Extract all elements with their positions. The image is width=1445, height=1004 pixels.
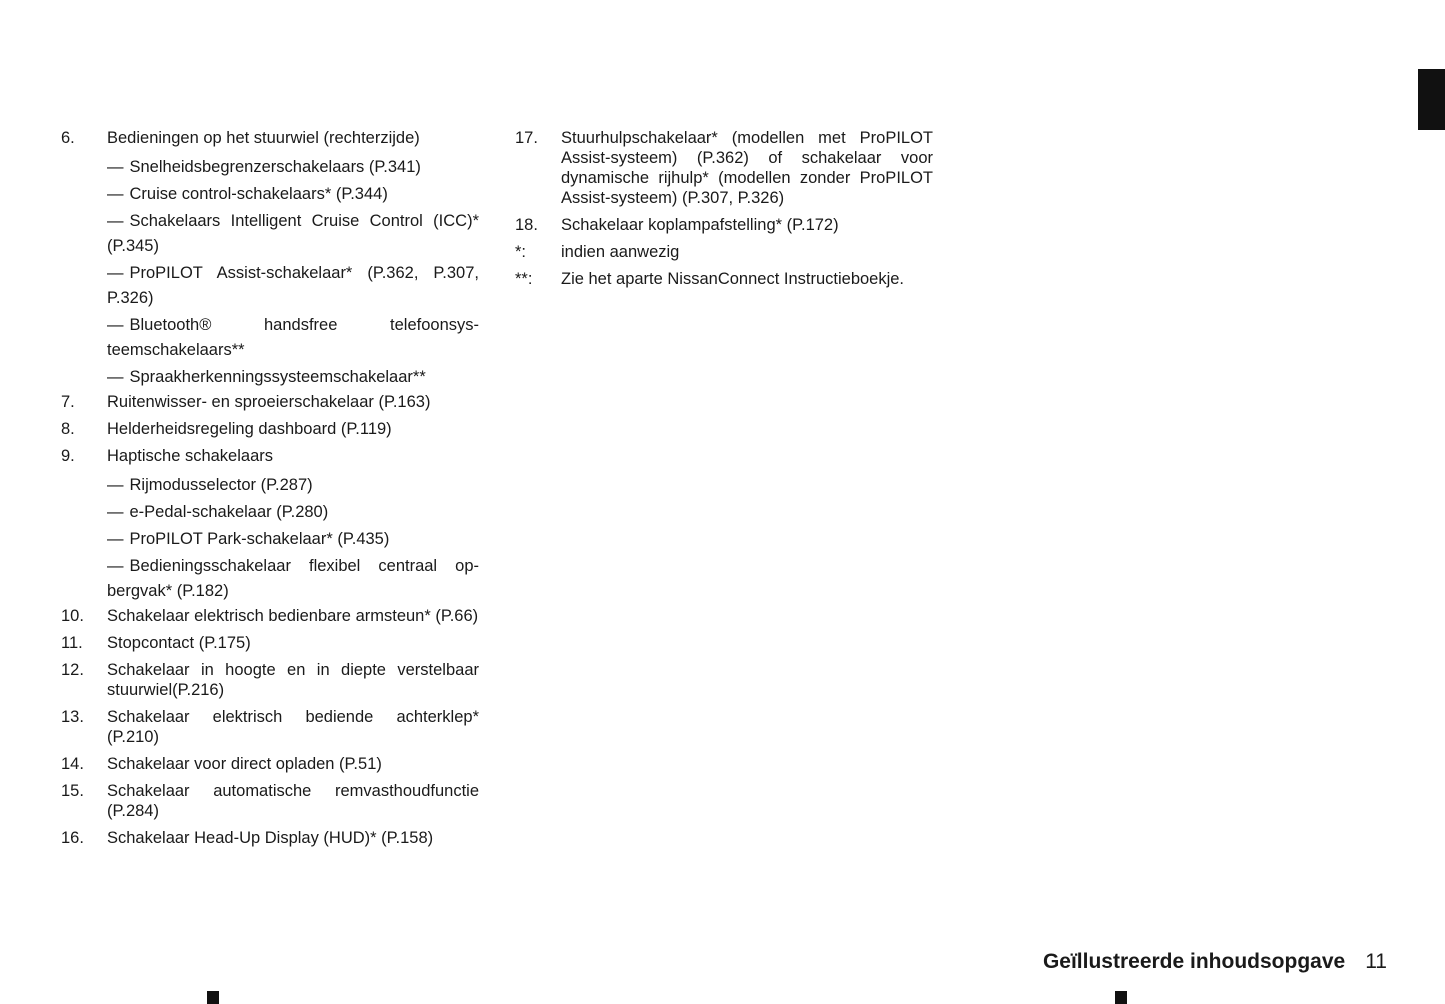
item-number: 9. [61, 447, 75, 465]
sub-item [107, 261, 479, 311]
list-item [61, 660, 479, 700]
list-item [515, 269, 933, 289]
footer-section-title: Geïllustreerde inhoudsopgave [1042, 950, 1346, 973]
list-item [61, 633, 479, 653]
sub-item [107, 365, 479, 390]
list-item [61, 781, 479, 821]
item-number: 10. [61, 607, 84, 625]
sub-item-text: Spraakherkenningssysteemschakelaar** [129, 368, 426, 386]
item-text: Schakelaar elektrisch bediende achterklep* (P.210) [107, 708, 479, 746]
item-text: Bedieningen op het stuurwiel (rechterzijde) [107, 129, 420, 147]
crop-mark-left [207, 991, 219, 1004]
item-text: Schakelaar koplampafstelling* (P.172) [561, 216, 839, 234]
chapter-tab-marker [1418, 69, 1445, 130]
dash-bullet: — [107, 368, 124, 386]
list-item [61, 606, 479, 626]
sub-item-text: Bluetooth® handsfree telefoonsysteemschakelaars** [107, 316, 479, 359]
sub-item [107, 209, 479, 259]
sub-item-text: Snelheidsbegrenzerschakelaars (P.341) [129, 158, 421, 176]
dash-bullet: — [107, 185, 124, 203]
sub-item [107, 500, 479, 525]
sub-item-text: e-Pedal-schakelaar (P.280) [129, 503, 329, 521]
sub-item-text: Bedieningsschakelaar flexibel centraal opbergvak* (P.182) [107, 557, 479, 600]
list-item [61, 446, 479, 466]
sub-item [107, 313, 479, 363]
item-number: 7. [61, 393, 75, 411]
list-item [61, 707, 479, 747]
dash-bullet: — [107, 557, 124, 575]
item-text: Schakelaar Head-Up Display (HUD)* (P.158) [107, 829, 434, 847]
crop-mark-right [1115, 991, 1127, 1004]
sub-item [107, 554, 479, 604]
sub-item-text: Cruise control-schakelaars* (P.344) [129, 185, 388, 203]
item-text: Helderheidsregeling dashboard (P.119) [107, 420, 392, 438]
list-item [61, 419, 479, 439]
item-text: Schakelaar automatische remvasthoudfunctie (P.284) [107, 782, 479, 820]
item-number: 12. [61, 661, 84, 679]
item-text: Ruitenwisser- en sproeierschakelaar (P.163) [107, 393, 431, 411]
dash-bullet: — [107, 212, 124, 230]
item-number: 11. [61, 634, 83, 652]
item-text: indien aanwezig [561, 243, 680, 261]
item-number: 8. [61, 420, 75, 438]
item-text: Schakelaar elektrisch bedienbare armsteun* (P.66) [107, 607, 479, 625]
list-item [61, 754, 479, 774]
list-item [61, 128, 479, 148]
list-item [61, 828, 479, 848]
item-number: 16. [61, 829, 84, 847]
item-number: 15. [61, 782, 84, 800]
list-item [61, 392, 479, 412]
item-number: 6. [61, 129, 75, 147]
sub-item-text: ProPILOT Assist-schakelaar* (P.362, P.307, P.326) [107, 264, 479, 307]
item-number: **: [515, 270, 533, 288]
list-item [515, 242, 933, 262]
dash-bullet: — [107, 503, 124, 521]
item-text: Zie het aparte NissanConnect Instructieboekje. [561, 270, 905, 288]
right-column [515, 128, 933, 296]
item-text: Schakelaar voor direct opladen (P.51) [107, 755, 382, 773]
sub-item [107, 473, 479, 498]
item-text: Schakelaar in hoogte en in diepte verstelbaar stuurwiel(P.216) [107, 661, 479, 699]
dash-bullet: — [107, 264, 124, 282]
sub-item-text: Schakelaars Intelligent Cruise Control (ICC)* (P.345) [107, 212, 479, 255]
item-number: 18. [515, 216, 538, 234]
sub-item [107, 527, 479, 552]
dash-bullet: — [107, 530, 124, 548]
sub-item-text: Rijmodusselector (P.287) [129, 476, 313, 494]
item-text: Stuurhulpschakelaar* (modellen met ProPILOT Assist-systeem) (P.362) of schakelaar voor dynamische rijhulp* (modellen zonder ProPILOT Assist-systeem) (P.307, P.326) [561, 129, 933, 207]
item-number: 13. [61, 708, 84, 726]
item-number: 17. [515, 129, 538, 147]
item-number: *: [515, 243, 527, 261]
item-text: Stopcontact (P.175) [107, 634, 251, 652]
item-number: 14. [61, 755, 84, 773]
dash-bullet: — [107, 316, 124, 334]
left-column [61, 128, 479, 855]
page-footer [1043, 950, 1387, 974]
list-item [515, 215, 933, 235]
dash-bullet: — [107, 476, 124, 494]
page-number: 11 [1365, 950, 1387, 973]
list-item [515, 128, 933, 208]
sub-item [107, 182, 479, 207]
dash-bullet: — [107, 158, 124, 176]
item-text: Haptische schakelaars [107, 447, 273, 465]
sub-item-text: ProPILOT Park-schakelaar* (P.435) [129, 530, 390, 548]
sub-item [107, 155, 479, 180]
